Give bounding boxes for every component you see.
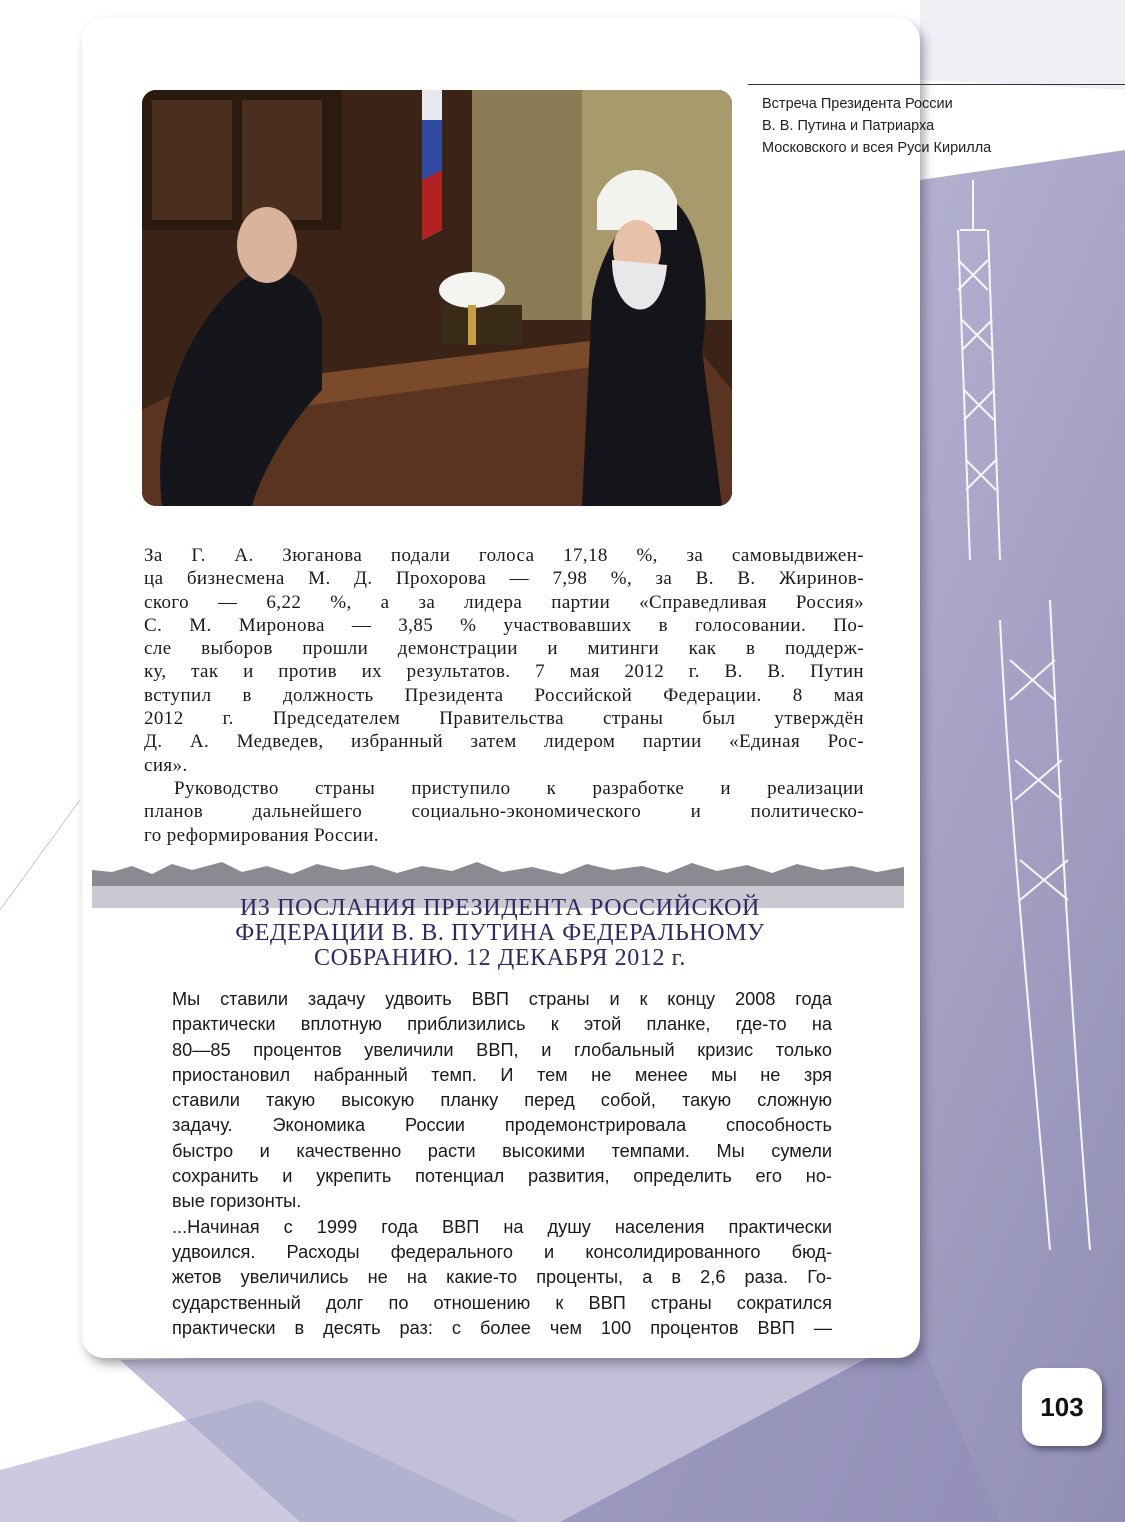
quote-line: вые горизонты. (172, 1191, 302, 1212)
quote-line: сохранить и укрепить потенциал развития, определить его но- (172, 1166, 832, 1187)
quote-line: практически в десять раз: с более чем 100 процентов ВВП — (172, 1317, 832, 1338)
quote-line: удвоился. Расходы федерального и консолидированного бюд- (172, 1241, 832, 1262)
quote-line: Мы ставили задачу удвоить ВВП страны и к концу 2008 года (172, 989, 832, 1009)
body-line: За Г. А. Зюганова подали голоса 17,18 %, за самовыдвижен- (144, 545, 864, 566)
caption-line: Московского и всея Руси Кирилла (762, 140, 992, 156)
body-paragraphs (144, 544, 864, 847)
body-line: сия». (144, 754, 188, 776)
body-line: ку, так и против их результатов. 7 мая 2012 г. В. В. Путин (144, 661, 864, 683)
document-quote (172, 987, 832, 1341)
quote-line: задачу. Экономика России продемонстрировала способность (172, 1115, 832, 1136)
body-line: сле выборов прошли демонстрации и митинги как в поддерж- (144, 638, 864, 660)
body-line: го реформирования России. (144, 824, 379, 846)
body-line: Д. А. Медведев, избранный затем лидером партии «Единая Рос- (144, 731, 864, 753)
quote-line: жетов увеличились не на какие-то проценты, а в 2,6 раза. Го- (172, 1267, 832, 1288)
meeting-photo (142, 90, 732, 506)
body-line: ца бизнесмена М. Д. Прохорова — 7,98 %, за В. В. Жиринов- (144, 568, 864, 590)
quote-line: практически вплотную приблизились к этой планке, где-то на (172, 1014, 832, 1035)
caption-line: В. В. Путина и Патриарха (762, 118, 935, 134)
page-number: 103 (1022, 1368, 1102, 1446)
document-title (140, 896, 860, 971)
caption-rule (748, 84, 1125, 85)
body-line: Руководство страны приступило к разработке и реализации (174, 777, 864, 799)
quote-line: приостановил набранный темп. И тем не менее мы не зря (172, 1064, 832, 1085)
body-line: 2012 г. Председателем Правительства страны был утверждён (144, 708, 864, 730)
document-title-line: СОБРАНИЮ. 12 ДЕКАБРЯ 2012 г. (314, 945, 686, 971)
body-line: ского — 6,22 %, а за лидера партии «Справедливая Россия» (144, 591, 864, 613)
document-title-line: ФЕДЕРАЦИИ В. В. ПУТИНА ФЕДЕРАЛЬНОМУ (235, 920, 765, 946)
quote-line: сударственный долг по отношению к ВВП страны сократился (172, 1292, 832, 1313)
quote-line: ставили такую высокую планку перед собой, такую сложную (172, 1090, 832, 1111)
body-line: планов дальнейшего социально-экономического и политическо- (144, 801, 864, 823)
caption-line: Встреча Президента России (762, 96, 953, 112)
quote-line: 80—85 процентов увеличили ВВП, и глобальный кризис только (172, 1039, 832, 1060)
photo-caption (762, 93, 1092, 159)
body-line: вступил в должность Президента Российской Федерации. 8 мая (144, 684, 864, 706)
quote-line: быстро и качественно расти высокими темпами. Мы сумели (172, 1140, 832, 1161)
document-title-line: ИЗ ПОСЛАНИЯ ПРЕЗИДЕНТА РОССИЙСКОЙ (240, 895, 760, 921)
quote-line: ...Начиная с 1999 года ВВП на душу населения практически (172, 1216, 832, 1237)
body-line: С. М. Миронова — 3,85 % участвовавших в голосовании. По- (144, 614, 864, 636)
